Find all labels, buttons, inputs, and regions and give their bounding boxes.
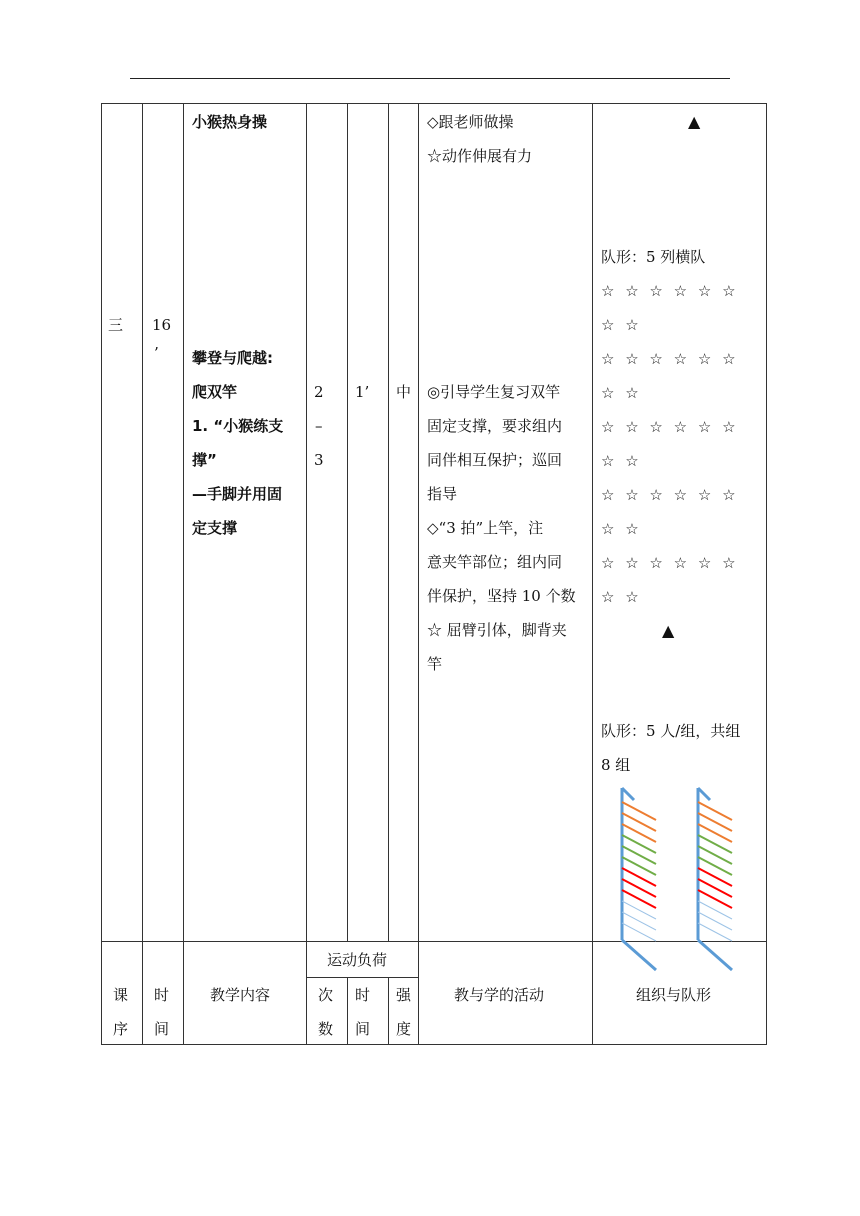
header-time: 时	[154, 986, 170, 1004]
pole-top	[622, 788, 634, 800]
rung-line	[698, 835, 732, 853]
rung-line	[622, 857, 656, 875]
formation-label: 队形：5 人/组，共组	[601, 722, 741, 740]
pole-group-right	[698, 788, 732, 970]
header-section: 序	[113, 1020, 129, 1038]
rung-line	[698, 857, 732, 875]
col-border	[101, 103, 102, 1044]
col-border	[142, 103, 143, 1044]
reps-value: 2	[314, 383, 324, 401]
col-border	[347, 103, 348, 941]
star-row: ☆ ☆	[601, 520, 639, 538]
star-row: ☆ ☆	[601, 588, 639, 606]
activity-line: ☆ 屈臂引体，脚背夹	[427, 621, 567, 639]
time-minutes: 16	[152, 316, 172, 334]
item1-line: 1. “小猴练支	[192, 417, 284, 435]
subtopic: 爬双竿	[192, 383, 238, 401]
formation-label: 队形：5 列横队	[601, 248, 706, 266]
header-duration: 时	[355, 986, 371, 1004]
reps-value: –	[315, 417, 323, 435]
col-border	[306, 103, 307, 1044]
activity-line: 固定支撑，要求组内	[427, 417, 563, 435]
intensity-value: 中	[396, 383, 412, 401]
rung-line	[698, 901, 732, 919]
rung-line	[698, 912, 732, 930]
activity-line: 意夹竿部位；组内同	[427, 553, 563, 571]
star-row: ☆ ☆	[601, 384, 639, 402]
header-organization: 组织与队形	[636, 986, 712, 1004]
topic-title: 攀登与爬越:	[192, 349, 273, 367]
star-row: ☆ ☆	[601, 452, 639, 470]
rung-line	[622, 901, 656, 919]
rung-line	[698, 813, 732, 831]
star-row: ☆ ☆	[601, 316, 639, 334]
activity-line: 伴保护，坚持 10 个数	[427, 587, 576, 605]
table-top-border	[101, 103, 767, 104]
star-row: ☆ ☆ ☆ ☆ ☆ ☆	[601, 282, 736, 300]
activity-line: ◇“3 拍”上竿，注	[427, 519, 544, 537]
duration-value: 1’	[355, 383, 370, 401]
col-border	[388, 977, 389, 1044]
section-number: 三	[108, 316, 124, 334]
teacher-marker: ▲	[688, 112, 701, 131]
table-bottom-border	[101, 1044, 767, 1045]
activity-line: 同伴相互保护；巡回	[427, 451, 563, 469]
header-reps: 次	[318, 986, 334, 1004]
col-border	[766, 103, 767, 1044]
rung-line	[622, 813, 656, 831]
header-time: 间	[154, 1020, 170, 1038]
header-load: 运动负荷	[327, 951, 388, 969]
col-border	[183, 103, 184, 1044]
reps-value: 3	[314, 451, 324, 469]
teacher-marker: ▲	[662, 621, 675, 640]
star-row: ☆ ☆ ☆ ☆ ☆ ☆	[601, 418, 736, 436]
rung-line	[622, 846, 656, 864]
header-duration: 间	[355, 1020, 371, 1038]
star-row: ☆ ☆ ☆ ☆ ☆ ☆	[601, 350, 736, 368]
rung-line	[698, 879, 732, 897]
time-mark: ’	[154, 344, 159, 362]
header-section: 课	[113, 986, 129, 1004]
item1-line: 定支撑	[192, 519, 238, 537]
activity-line: ◎引导学生复习双竿	[427, 383, 561, 401]
rung-line	[622, 802, 656, 820]
rung-line	[622, 923, 656, 941]
rung-line	[622, 824, 656, 842]
star-row: ☆ ☆ ☆ ☆ ☆ ☆	[601, 486, 736, 504]
rung-line	[698, 824, 732, 842]
pole-top	[698, 788, 710, 800]
formation-label: 8 组	[601, 756, 631, 774]
header-activities: 教与学的活动	[454, 986, 545, 1004]
pole-bottom	[622, 940, 656, 970]
pole-bottom	[698, 940, 732, 970]
rung-line	[622, 835, 656, 853]
activity-line: ☆动作伸展有力	[427, 147, 533, 165]
header-rule	[130, 78, 730, 79]
activity-line: ◇跟老师做操	[427, 113, 514, 131]
rung-line	[698, 890, 732, 908]
item1-line: 撑”	[192, 451, 217, 469]
activity-line: 指导	[427, 485, 458, 503]
col-border	[418, 103, 419, 1044]
rung-line	[622, 912, 656, 930]
rung-line	[698, 846, 732, 864]
pole-group-left	[622, 788, 656, 970]
col-border	[592, 103, 593, 1044]
col-border	[347, 977, 348, 1044]
rung-line	[622, 890, 656, 908]
star-row: ☆ ☆ ☆ ☆ ☆ ☆	[601, 554, 736, 572]
climbing-poles-diagram	[612, 780, 762, 980]
item1-line: —手脚并用固	[192, 485, 283, 503]
header-intensity: 强	[396, 986, 412, 1004]
header-content: 教学内容	[210, 986, 271, 1004]
col-border	[388, 103, 389, 941]
rung-line	[622, 868, 656, 886]
warmup-title: 小猴热身操	[192, 113, 268, 131]
rung-line	[698, 868, 732, 886]
activity-line: 竿	[427, 655, 443, 673]
header-intensity: 度	[396, 1020, 412, 1038]
rung-line	[698, 923, 732, 941]
header-reps: 数	[318, 1020, 334, 1038]
rung-line	[622, 879, 656, 897]
rung-line	[698, 802, 732, 820]
